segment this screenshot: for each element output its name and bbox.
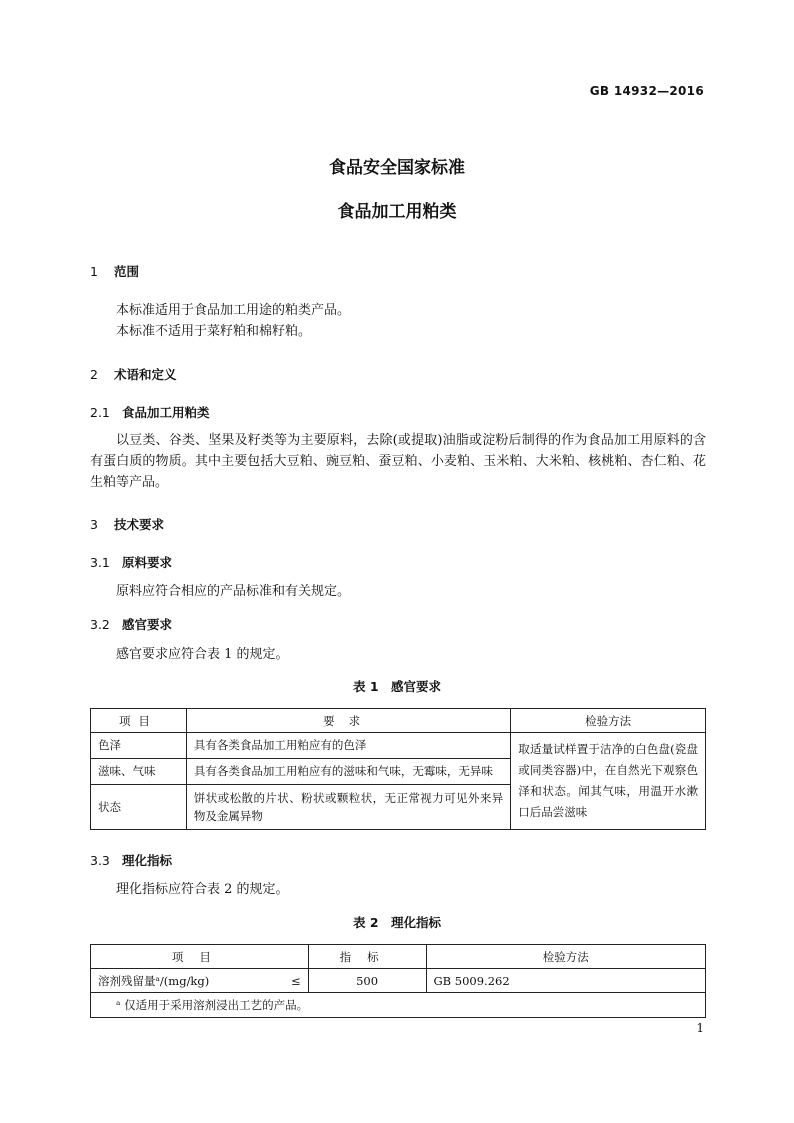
item-cell: 滋味、气味 xyxy=(91,758,187,784)
item-cell: 色泽 xyxy=(91,733,187,759)
section-3-1-heading xyxy=(90,553,172,571)
requirement-cell: 饼状或松散的片状、粉状或颗粒状，无正常视力可见外来异物及金属异物 xyxy=(186,784,510,829)
table-1-sensory xyxy=(90,708,706,830)
title-line-2: 食品加工用粕类 xyxy=(337,202,457,222)
table-header-row xyxy=(91,945,706,969)
section-number: 2.1 xyxy=(90,405,110,420)
column-header: 检验方法 xyxy=(511,709,706,733)
table-header-row xyxy=(91,709,706,733)
section-2-heading xyxy=(90,365,177,383)
value-cell: 500 xyxy=(308,969,426,993)
section-number: 3 xyxy=(90,517,98,532)
method-cell: GB 5009.262 xyxy=(426,969,706,993)
section-1-heading xyxy=(90,262,139,280)
column-header: 指标 xyxy=(308,945,426,969)
table-footnote: ᵃ 仅适用于采用溶剂浸出工艺的产品。 xyxy=(116,998,309,1012)
column-header: 项目 xyxy=(91,709,187,733)
section-number: 3.2 xyxy=(90,617,110,632)
requirement-cell: 具有各类食品加工用粕应有的色泽 xyxy=(186,733,510,759)
method-cell: 取适量试样置于洁净的白色盘(瓷盘或同类容器)中，在自然光下观察色泽和状态。闻其气味，用温开水漱口后品尝滋味 xyxy=(511,733,706,830)
section-number: 2 xyxy=(90,367,98,382)
table-row xyxy=(91,969,706,993)
column-header: 要求 xyxy=(186,709,510,733)
requirement-cell: 具有各类食品加工用粕应有的滋味和气味，无霉味，无异味 xyxy=(186,758,510,784)
paragraph: 理化指标应符合表 2 的规定。 xyxy=(116,882,289,897)
section-title: 原料要求 xyxy=(122,555,173,570)
paragraph: 本标准不适用于菜籽粕和棉籽粕。 xyxy=(116,324,312,339)
column-header: 项目 xyxy=(91,945,309,969)
section-number: 1 xyxy=(90,264,98,279)
note-box-bottom-border xyxy=(90,1017,706,1018)
section-title: 感官要求 xyxy=(122,617,173,632)
section-3-2-heading xyxy=(90,615,172,633)
paragraph: 原料应符合相应的产品标准和有关规定。 xyxy=(116,584,351,599)
item-cell: 状态 xyxy=(91,784,187,829)
section-3-3-heading xyxy=(90,851,172,869)
paragraph: 本标准适用于食品加工用途的粕类产品。 xyxy=(116,303,351,318)
standard-code: GB 14932—2016 xyxy=(589,84,704,98)
table-2-physicochemical xyxy=(90,944,706,993)
section-2-1-heading xyxy=(90,403,210,421)
section-title: 范围 xyxy=(114,264,140,279)
item-cell: 溶剂残留量ᵃ/(mg/kg) xyxy=(91,969,281,993)
title-line-1: 食品安全国家标准 xyxy=(329,158,465,178)
table-row xyxy=(91,733,706,759)
section-title: 食品加工用粕类 xyxy=(122,405,210,420)
page-number: 1 xyxy=(696,1021,704,1035)
section-title: 理化指标 xyxy=(122,853,173,868)
section-number: 3.1 xyxy=(90,555,110,570)
paragraph: 感官要求应符合表 1 的规定。 xyxy=(116,647,289,662)
definition-paragraph: 以豆类、谷类、坚果及籽类等为主要原料，去除(或提取)油脂或淀粉后制得的作为食品加工用原料的含有蛋白质的物质。其中主要包括大豆粕、豌豆粕、蚕豆粕、小麦粕、玉米粕、大米粕、核桃粕、杏仁粕、花生粕等产品。 xyxy=(90,433,706,490)
column-header: 检验方法 xyxy=(426,945,706,969)
section-3-heading xyxy=(90,515,164,533)
section-title: 术语和定义 xyxy=(114,367,177,382)
operator-cell: ≤ xyxy=(280,969,308,993)
section-number: 3.3 xyxy=(90,853,110,868)
section-title: 技术要求 xyxy=(114,517,165,532)
table-1-caption: 表 1 感官要求 xyxy=(352,679,442,694)
table-2-caption: 表 2 理化指标 xyxy=(352,915,442,930)
